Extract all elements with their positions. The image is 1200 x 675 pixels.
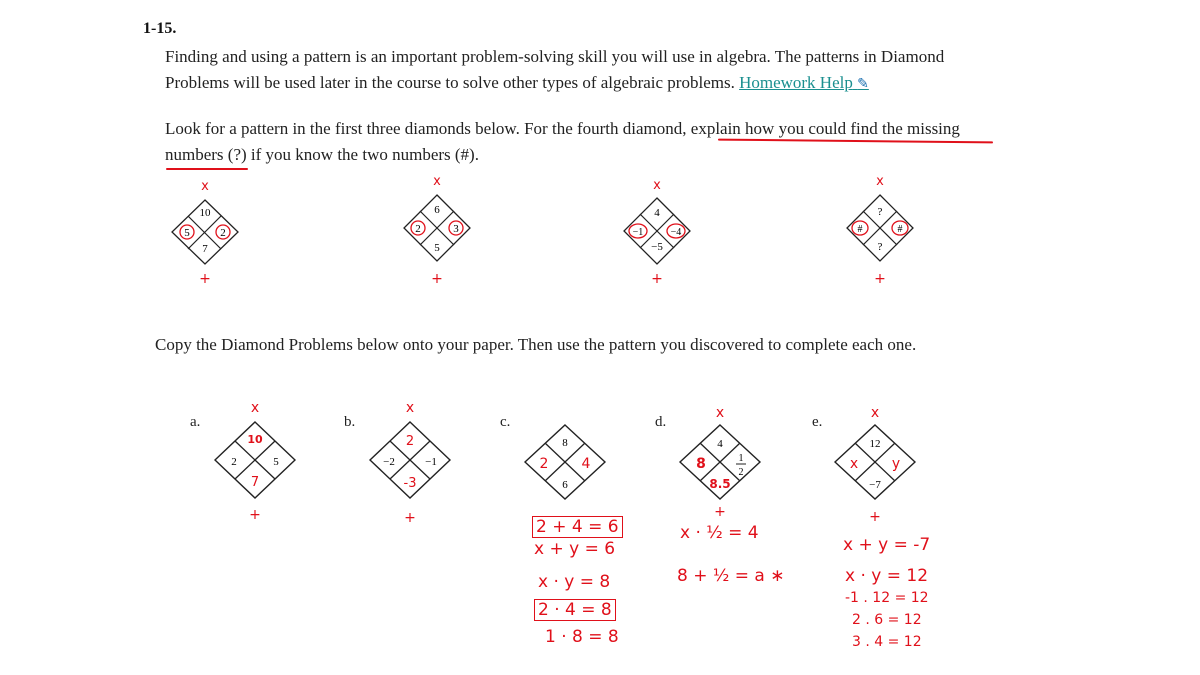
mult-mark: x bbox=[653, 178, 661, 193]
left-value: 8 bbox=[696, 456, 706, 472]
bottom-value: 6 bbox=[562, 479, 568, 491]
homework-help-label: Homework Help bbox=[739, 73, 853, 92]
left-value: # bbox=[857, 224, 863, 235]
example-diamonds bbox=[0, 170, 1200, 290]
look-line-1: Look for a pattern in the first three diamonds below. For the fourth diamond, explain how you could find the missing bbox=[165, 119, 960, 138]
intro-line-1: Finding and using a pattern is an important problem-solving skill you will use in algebra. The patterns in Diamond bbox=[165, 47, 945, 66]
add-mark: + bbox=[651, 271, 663, 287]
mult-mark: x bbox=[250, 400, 260, 416]
problem-label-a: a. bbox=[190, 414, 201, 430]
problem-label-c: c. bbox=[500, 414, 511, 430]
bottom-value: 7 bbox=[202, 243, 208, 255]
work-d-line-1: x · ½ = 4 bbox=[680, 523, 759, 543]
top-value: 4 bbox=[717, 438, 723, 450]
right-value: −4 bbox=[670, 227, 682, 238]
add-mark: + bbox=[869, 509, 881, 525]
work-c-line-5: 1 · 8 = 8 bbox=[545, 627, 619, 647]
right-value: 2 bbox=[220, 227, 226, 239]
intro-line-2-text: Problems will be used later in the course to solve other types of algebraic problems. bbox=[165, 73, 735, 92]
right-fraction-denominator: 2 bbox=[738, 467, 744, 478]
copy-instructions: Copy the Diamond Problems below onto your paper. Then use the pattern you discovered to complete each one. bbox=[155, 335, 917, 354]
mult-mark: x bbox=[433, 174, 441, 189]
diamond-d bbox=[680, 405, 760, 520]
add-mark: + bbox=[404, 510, 416, 525]
homework-help-link[interactable] bbox=[739, 73, 869, 92]
mult-mark: x bbox=[870, 405, 880, 421]
left-value: x bbox=[849, 456, 859, 472]
bottom-value: −5 bbox=[651, 241, 663, 253]
problem-label-d: d. bbox=[655, 414, 667, 430]
left-value: −1 bbox=[632, 227, 644, 238]
diamond-b bbox=[370, 400, 450, 525]
mult-mark: x bbox=[405, 400, 415, 416]
mult-mark: x bbox=[876, 174, 884, 189]
example-diamond-1 bbox=[172, 179, 238, 287]
diamond-a bbox=[215, 400, 295, 523]
left-value: 5 bbox=[184, 227, 190, 239]
bottom-value: -3 bbox=[403, 476, 417, 491]
example-diamond-3 bbox=[624, 178, 690, 287]
pencil-icon: ✎ bbox=[857, 77, 869, 92]
top-value: 8 bbox=[562, 437, 568, 449]
work-c-line-3: x · y = 8 bbox=[538, 572, 611, 592]
work-e-line-4: 2 . 6 = 12 bbox=[852, 612, 922, 628]
top-value: 6 bbox=[434, 204, 440, 216]
example-diamond-4 bbox=[847, 174, 913, 287]
bottom-value: 5 bbox=[434, 242, 440, 254]
top-value: ? bbox=[877, 206, 883, 218]
problem-label-b: b. bbox=[344, 414, 356, 430]
work-d-line-2: 8 + ½ = a ∗ bbox=[677, 566, 785, 586]
left-value: 2 bbox=[539, 456, 549, 472]
right-value: # bbox=[897, 224, 903, 235]
right-value: −1 bbox=[425, 456, 437, 468]
add-mark: + bbox=[249, 507, 261, 523]
add-mark: + bbox=[431, 271, 443, 287]
add-mark: + bbox=[714, 504, 726, 520]
top-value: 4 bbox=[654, 207, 660, 219]
add-mark: + bbox=[199, 271, 211, 287]
work-e-line-2: x · y = 12 bbox=[845, 566, 929, 586]
right-fraction-numerator: 1 bbox=[738, 453, 744, 464]
bottom-value: −7 bbox=[869, 479, 881, 491]
top-value: 10 bbox=[247, 433, 263, 446]
work-e-line-1: x + y = -7 bbox=[843, 535, 931, 555]
top-value: 10 bbox=[199, 207, 211, 219]
diamond-e bbox=[835, 405, 915, 525]
intro-line-2 bbox=[165, 70, 869, 98]
mult-mark: x bbox=[715, 405, 725, 421]
diamond-c bbox=[525, 425, 605, 499]
work-e-line-5: 3 . 4 = 12 bbox=[852, 634, 922, 650]
right-value: 4 bbox=[581, 456, 591, 472]
right-value: y bbox=[891, 456, 901, 472]
right-value: 3 bbox=[453, 223, 459, 235]
top-value: 12 bbox=[869, 438, 881, 450]
problem-number: 1-15. bbox=[143, 20, 177, 37]
mult-mark: x bbox=[201, 179, 209, 194]
work-e-line-3: -1 . 12 = 12 bbox=[845, 590, 929, 606]
right-value: 5 bbox=[273, 456, 279, 468]
work-c-line-1: 2 + 4 = 6 bbox=[532, 516, 623, 538]
bottom-value: 7 bbox=[250, 475, 260, 490]
bottom-value: 8.5 bbox=[709, 477, 731, 491]
left-value: −2 bbox=[383, 456, 395, 468]
problem-label-e: e. bbox=[812, 414, 823, 430]
example-diamond-2 bbox=[404, 174, 470, 287]
left-value: 2 bbox=[231, 456, 237, 468]
work-c-line-2: x + y = 6 bbox=[534, 539, 616, 559]
left-value: 2 bbox=[415, 223, 421, 235]
bottom-value: ? bbox=[877, 241, 883, 253]
top-value: 2 bbox=[405, 434, 415, 449]
problem-diamonds bbox=[0, 395, 1200, 525]
work-c-line-4: 2 · 4 = 8 bbox=[534, 599, 616, 621]
look-line-2: numbers (?) if you know the two numbers (#). bbox=[165, 145, 479, 164]
add-mark: + bbox=[874, 271, 886, 287]
